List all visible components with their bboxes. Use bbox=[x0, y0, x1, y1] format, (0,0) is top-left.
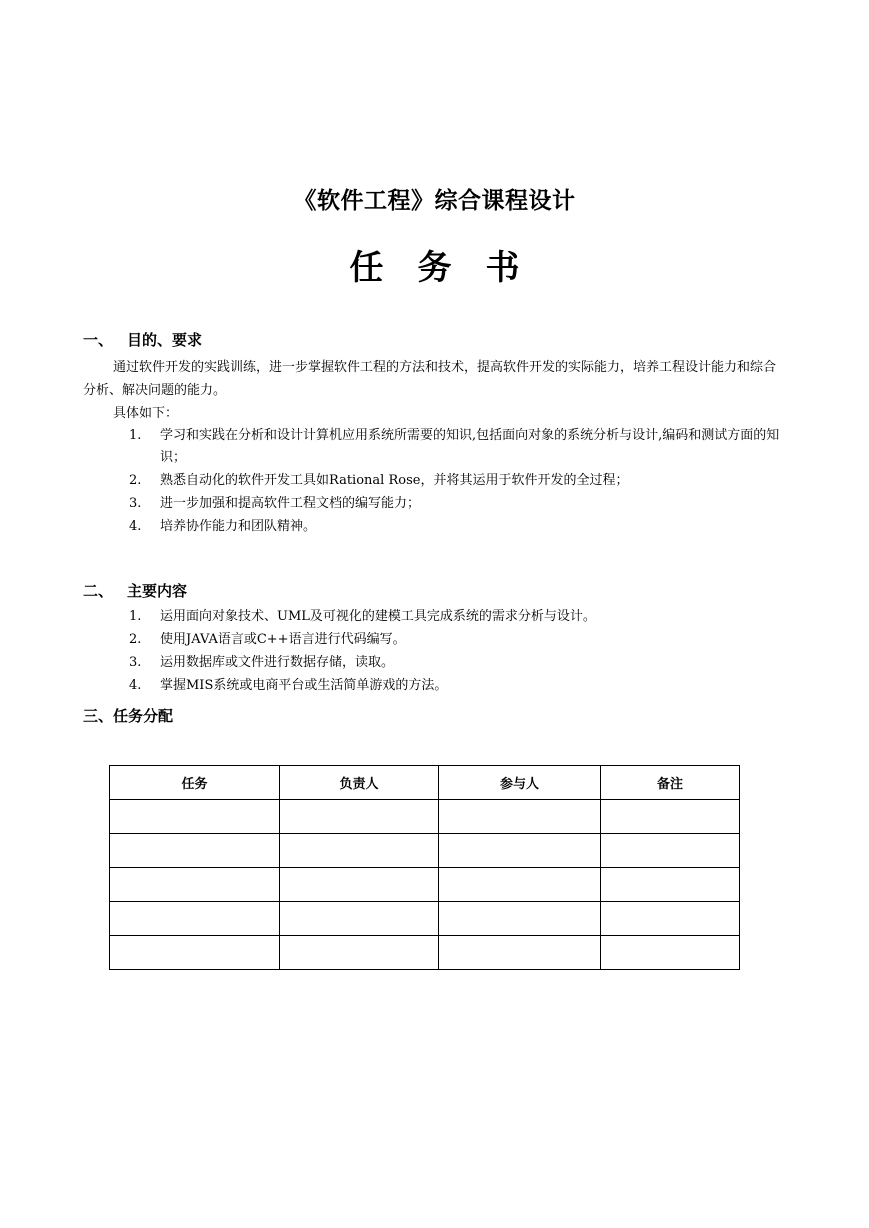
section-1-number: 一、 bbox=[83, 331, 114, 349]
list-text: 学习和实践在分析和设计计算机应用系统所需要的知识,包括面向对象的系统分析与设计,编码和测试方面的知识； bbox=[160, 428, 780, 465]
section-2-item-1 bbox=[129, 606, 789, 628]
table-cell bbox=[110, 936, 280, 970]
section-2-number: 二、 bbox=[83, 582, 114, 600]
table-cell bbox=[601, 800, 740, 834]
table-cell bbox=[439, 936, 601, 970]
table-row bbox=[110, 868, 740, 902]
section-1-title: 目的、要求 bbox=[127, 331, 203, 349]
list-text: 运用数据库或文件进行数据存储，读取。 bbox=[160, 655, 395, 670]
table-row bbox=[110, 800, 740, 834]
list-number: 3. bbox=[129, 655, 142, 670]
section-2-item-2 bbox=[129, 629, 789, 651]
table-cell bbox=[110, 800, 280, 834]
table-row bbox=[110, 902, 740, 936]
list-number: 4. bbox=[129, 519, 142, 534]
table-row bbox=[110, 834, 740, 868]
section-2-item-4 bbox=[129, 675, 789, 697]
list-number: 2. bbox=[129, 632, 142, 647]
column-header-task: 任务 bbox=[110, 766, 280, 800]
section-1-detail-label: 具体如下： bbox=[113, 406, 179, 421]
list-text: 运用面向对象技术、UML及可视化的建模工具完成系统的需求分析与设计。 bbox=[160, 609, 596, 624]
table-cell bbox=[280, 902, 439, 936]
column-header-owner: 负责人 bbox=[280, 766, 439, 800]
section-3-heading: 三、任务分配 bbox=[83, 707, 174, 725]
table-row bbox=[110, 936, 740, 970]
table-cell bbox=[280, 868, 439, 902]
section-1-heading bbox=[83, 329, 202, 350]
table-cell bbox=[110, 902, 280, 936]
section-1-item-2 bbox=[129, 470, 789, 492]
table-cell bbox=[280, 834, 439, 868]
section-1-item-4 bbox=[129, 516, 789, 538]
list-number: 1. bbox=[129, 609, 142, 624]
section-1-item-1 bbox=[129, 425, 789, 469]
table-cell bbox=[601, 834, 740, 868]
table-cell bbox=[601, 902, 740, 936]
document-title: 《软件工程》综合课程设计 bbox=[293, 187, 576, 214]
list-number: 4. bbox=[129, 678, 142, 693]
table-cell bbox=[439, 868, 601, 902]
section-2-title: 主要内容 bbox=[127, 582, 188, 600]
section-1-item-3 bbox=[129, 493, 789, 515]
list-text: 熟悉自动化的软件开发工具如Rational Rose，并将其运用于软件开发的全过程； bbox=[160, 473, 629, 488]
table-cell bbox=[110, 834, 280, 868]
table-cell bbox=[601, 936, 740, 970]
task-assignment-table bbox=[109, 765, 740, 970]
list-number: 2. bbox=[129, 473, 142, 488]
list-text: 使用JAVA语言或C++语言进行代码编写。 bbox=[160, 632, 406, 647]
table-cell bbox=[439, 800, 601, 834]
list-text: 掌握MIS系统或电商平台或生活简单游戏的方法。 bbox=[160, 678, 448, 693]
list-number: 1. bbox=[129, 428, 142, 443]
table-cell bbox=[110, 868, 280, 902]
table-cell bbox=[601, 868, 740, 902]
column-header-notes: 备注 bbox=[601, 766, 740, 800]
table-cell bbox=[280, 800, 439, 834]
list-text: 培养协作能力和团队精神。 bbox=[160, 519, 317, 534]
section-1-intro: 通过软件开发的实践训练，进一步掌握软件工程的方法和技术，提高软件开发的实际能力，培养工程设计能力和综合分析、解决问题的能力。 bbox=[83, 360, 777, 398]
section-2-item-3 bbox=[129, 652, 789, 674]
section-2-heading bbox=[83, 580, 187, 601]
list-number: 3. bbox=[129, 496, 142, 511]
table-cell bbox=[280, 936, 439, 970]
document-subtitle: 任务书 bbox=[349, 248, 554, 288]
table-cell bbox=[439, 834, 601, 868]
column-header-participants: 参与人 bbox=[439, 766, 601, 800]
list-text: 进一步加强和提高软件工程文档的编写能力； bbox=[160, 496, 421, 511]
table-cell bbox=[439, 902, 601, 936]
table-header-row bbox=[110, 766, 740, 800]
